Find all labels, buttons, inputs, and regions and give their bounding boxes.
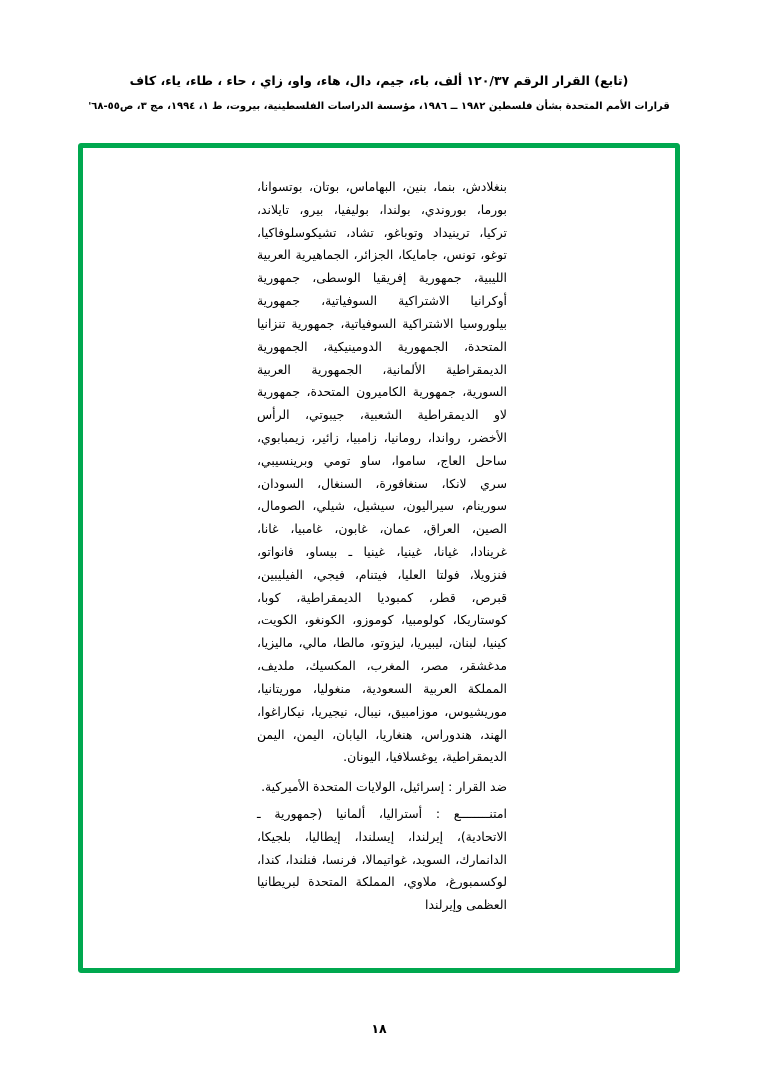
vote-abstain-value: أستراليا، ألمانيا (جمهورية ـ الاتحادية)، إيرلندا، إيسلندا، إيطاليا، بلجيكا، الدانمارك، السويد، غواتيمالا، فرنسا، فنلندا، كندا، لوكسمبورغ، ملاوي، المملكة المتحدة لبريطانيا العظمى وإيرلندا	[257, 805, 507, 913]
vote-against-block	[257, 776, 507, 799]
header-source-line: قرارات الأمم المتحدة بشأن فلسطين ١٩٨٢ ــ ١٩٨٦، مؤسسة الدراسات الفلسطينية، بيروت، ط ١، ١٩٩٤، مج ٣، ص٥٥-٦٨'	[88, 100, 670, 112]
vote-against-value: إسرائيل، الولايات المتحدة الأميركية.	[261, 779, 445, 795]
countries-paragraph: بنغلادش، بنما، بنين، البهاماس، بوتان، بوتسوانا، بورما، بوروندي، بولندا، بوليفيا، بيرو، تايلاند، تركيا، ترينيداد وتوباغو، تشاد، تشيكوسلوفاكيا، توغو، تونس، جامايكا، الجزائر، الجماهيرية العربية الليبية، جمهورية إفريقيا الوسطى، جمهورية أوكرانيا الاشتراكية السوفياتية، جمهورية بيلوروسيا الاشتراكية السوفياتية، جمهورية تنزانيا المتحدة، الجمهورية الدومينيكية، الجمهورية الديمقراطية الألمانية، الجمهورية العربية السورية، جمهورية الكاميرون المتحدة، جمهورية لاو الديمقراطية الشعبية، جيبوتي، الرأس الأخضر، رواندا، رومانيا، زامبيا، زائير، زيمبابوي، ساحل العاج، ساموا، ساو تومي وبرينسيبي، سري لانكا، سنغافورة، السنغال، السودان، سورينام، سيراليون، سيشيل، شيلي، الصومال، الصين، العراق، عمان، غابون، غامبيا، غانا، غرينادا، غيانا، غينيا، غينيا ـ بيساو، فانواتو، فنزويلا، فولتا العليا، فيتنام، فيجي، الفيليبين، قبرص، قطر، كمبوديا الديمقراطية، كوبا، كوستاريكا، كولومبيا، كوموزو، الكونغو، الكويت، كينيا، لبنان، ليبيريا، ليزوتو، مالطا، مالي، ماليزيا، مدغشقر، مصر، المغرب، المكسيك، ملديف، المملكة العربية السعودية، منغوليا، موريتانيا، موريشيوس، موزامبيق، نيبال، نيجيريا، نيكاراغوا، الهند، هندوراس، هنغاريا، اليابان، اليمن، اليمن الديمقراطية، يوغسلافيا، اليونان.	[257, 179, 507, 765]
vote-abstain-label: امتنــــــــع :	[435, 805, 507, 821]
vote-abstain-line	[257, 803, 507, 917]
page-number: ١٨	[371, 1021, 387, 1036]
page-header	[0, 0, 758, 114]
content-column	[257, 176, 507, 917]
vote-against-label: ضد القرار :	[448, 779, 507, 795]
header-title: (تابع) القرار الرقم ١٢٠/٣٧ ألف، باء، جيم، دال، هاء، واو، زاي ، حاء ، طاء، ياء، كاف	[129, 73, 629, 88]
vote-abstain-block	[257, 803, 507, 917]
content-frame	[78, 143, 680, 973]
vote-against-line	[257, 776, 507, 799]
